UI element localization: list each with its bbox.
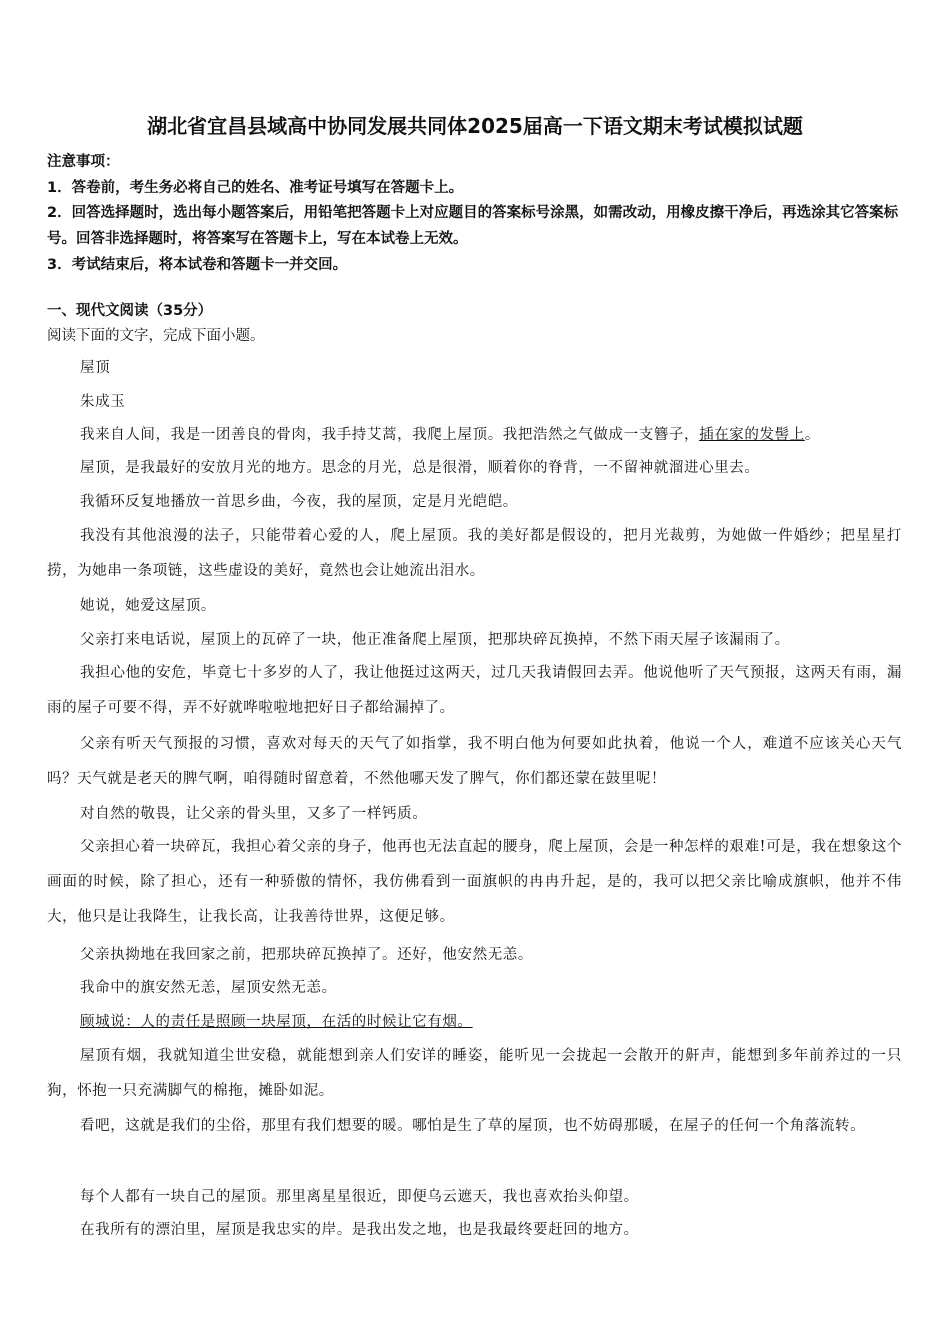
exam-title: 湖北省宜昌县域高中协同发展共同体2025届高一下语文期末考试模拟试题: [147, 114, 803, 138]
paragraph: 父亲担心着一块碎瓦，我担心着父亲的身子，他再也无法直起的腰身，爬上屋顶，会是一种怎样的艰难!可是，我在想象这个画面的时候，除了担心，还有一种骄傲的情怀，我仿佛看到一面旗帜的冉冉升起，是的，我可以把父亲比喻成旗帜，他并不伟大，他只是让我降生，让我长高，让我善待世界，这便足够。: [47, 839, 902, 925]
quote-paragraph: [47, 1005, 902, 1040]
paragraph: 我没有其他浪漫的法子，只能带着心爱的人，爬上屋顶。我的美好都是假设的，把月光裁剪，为她做一件婚纱；把星星打捞，为她串一条项链，这些虚设的美好，竟然也会让她流出泪水。: [47, 528, 902, 579]
paragraph: 屋顶，是我最好的安放月光的地方。思念的月光，总是很滑，顺着你的脊背，一不留神就溜进心里去。: [80, 460, 760, 476]
notice-heading: 注意事项：: [47, 154, 120, 170]
notice-item-1: 1．答卷前，考生务必将自己的姓名、准考证号填写在答题卡上。: [47, 180, 464, 196]
underlined-phrase: 插在家的发髻上: [699, 427, 805, 443]
paragraph: 每个人都有一块自己的屋顶。那里离星星很近，即便乌云遮天，我也喜欢抬头仰望。: [80, 1189, 639, 1205]
underlined-quote: 顾城说：人的责任是照顾一块屋顶，在活的时候让它有烟。: [80, 1014, 473, 1030]
notice-item-2: 2．回答选择题时，选出每小题答案后，用铅笔把答题卡上对应题目的答案标号涂黑，如需改动，用橡皮擦干净后，再选涂其它答案标号。回答非选择题时，将答案写在答题卡上，写在本试卷上无效。: [47, 205, 899, 247]
notice-item-3: 3．考试结束后，将本试卷和答题卡一并交回。: [47, 257, 348, 273]
section-heading: 一、现代文阅读（35分）: [47, 303, 213, 319]
section-instruction: 阅读下面的文字，完成下面小题。: [47, 328, 265, 344]
paragraph: 在我所有的漂泊里，屋顶是我忠实的岸。是我出发之地，也是我最终要赶回的地方。: [80, 1222, 639, 1238]
paragraph-text: 我来自人间，我是一团善良的骨肉，我手持艾蒿，我爬上屋顶。我把浩然之气做成一支簪子，: [80, 427, 700, 443]
paragraph: 我担心他的安危，毕竟七十多岁的人了，我让他挺过这两天，过几天我请假回去弄。他说他听了天气预报，这两天有雨，漏雨的屋子可要不得，弄不好就哗啦啦地把好日子都给漏掉了。: [47, 665, 902, 716]
paragraph: 屋顶有烟，我就知道尘世安稳，就能想到亲人们安详的睡姿，能听见一会拢起一会散开的鼾声，能想到多年前养过的一只狗，怀抱一只充满脚气的棉拖，摊卧如泥。: [47, 1048, 902, 1099]
paragraph-end: 。: [804, 427, 820, 443]
paragraph: 父亲执拗地在我回家之前，把那块碎瓦换掉了。还好，他安然无恙。: [80, 947, 533, 963]
article-title: 屋顶: [80, 360, 111, 376]
paragraph: [47, 418, 902, 453]
paragraph: 我循环反复地播放一首思乡曲，今夜，我的屋顶，定是月光皑皑。: [80, 494, 518, 510]
paragraph: 父亲打来电话说，屋顶上的瓦碎了一块，他正准备爬上屋顶，把那块碎瓦换掉，不然下雨天屋子该漏雨了。: [80, 632, 790, 648]
paragraph: 看吧，这就是我们的尘俗，那里有我们想要的暖。哪怕是生了草的屋顶，也不妨碍那暖，在屋子的任何一个角落流转。: [80, 1118, 866, 1134]
paragraph: 我命中的旗安然无恙，屋顶安然无恙。: [80, 980, 337, 996]
paragraph: 对自然的敬畏，让父亲的骨头里，又多了一样钙质。: [80, 806, 428, 822]
paragraph: 她说，她爱这屋顶。: [80, 598, 216, 614]
article-author: 朱成玉: [80, 394, 126, 410]
paragraph: 父亲有听天气预报的习惯，喜欢对每天的天气了如指掌，我不明白他为何要如此执着，他说一个人，难道不应该关心天气吗？天气就是老天的脾气啊，咱得随时留意着，不然他哪天发了脾气，你们都还蒙在鼓里呢！: [47, 736, 902, 787]
